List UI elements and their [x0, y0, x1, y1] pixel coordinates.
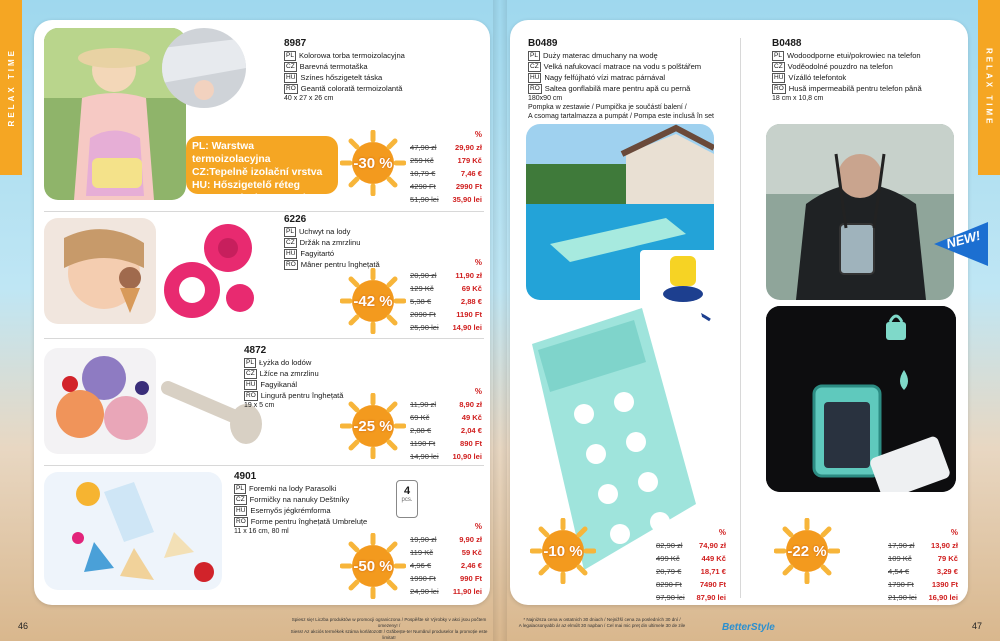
new-badge — [930, 218, 988, 275]
price-table: % 19,90 zł 9,90 zł 119 Kč 59 Kč 4,96 € 2,46 € 1990 Ft 990 Ft 24,90 lei 11,90 lei — [410, 522, 482, 596]
column-divider — [740, 38, 741, 598]
product-description: PL Kolorowa torba termoizolacyjna CZ Barevná termotaška HU Színes hőszigetelt táska RO Geantă colorată termoizolantă 40 x 27 x 26 cm — [284, 51, 405, 102]
product-code: 8987 — [284, 38, 307, 49]
product-code: B0488 — [772, 38, 802, 49]
product-photo-waterproof-case-diver — [766, 124, 954, 300]
product-photo-ice-cream-holder-child — [44, 218, 156, 324]
side-tab-right: RELAX TIME — [978, 0, 1000, 175]
product-photo-ice-cream-scoops — [44, 348, 156, 454]
price-table: % 17,90 zł 13,90 zł 109 Kč 79 Kč 4,54 € 3,29 € 1790 Ft 1390 Ft 21,90 lei 16,90 lei — [888, 528, 958, 602]
discount-sun-badge: -30 % — [340, 130, 406, 196]
product-description: PL Wodoodporne etui/pokrowiec na telefon CZ Voděodolné pouzdro na telefon HU Vízálló telefontok RO Husă impermeabilă pentru telefon până 18 cm x 10,8 cm — [772, 51, 922, 102]
row-divider — [44, 338, 484, 339]
legal-note-left: Spiesz się! Liczba produktów w promocji ograniczona / Pospěšte si! Výrobky v akci jsou počtem omezeny! / Siess! Az akciós termékek száma korlátozott! / Grăbește-te! Numărul produselor la promoție este limitat! — [290, 617, 488, 640]
price-table: % 47,90 zł 29,90 zł 259 Kč 179 Kč 10,79 € 7,46 € 4290 Ft 2990 Ft 51,90 lei 35,90 lei — [410, 130, 482, 204]
product-photo-popsicle-molds — [44, 472, 222, 590]
product-description: PL Duży materac dmuchany na wodę CZ Velká nafukovací matrace na vodu s polštářem HU Nagy felfújható vízi matrac párnával RO Saltea gonflabilă mare pentru apă cu pernă 180x90 cm Pompka w zestawie / Pumpička je součástí balení / A csomag tartalmazza a pumpát / Pompa este inclusă în set — [528, 51, 714, 120]
discount-sun-badge: -22 % — [774, 518, 840, 584]
row-divider — [44, 211, 484, 212]
product-description: PL Uchwyt na lody CZ Držák na zmrzlinu HU Fagyitartó RO Mâner pentru înghețată — [286, 227, 380, 269]
discount-sun-badge: -42 % — [340, 268, 406, 334]
brand-logo: BetterStyle — [722, 622, 775, 633]
row-divider — [44, 465, 484, 466]
legal-note-right: * Najniższa cena w ostatnich 30 dniach / Nejnižší cena za posledních 30 dní / A legalacsonyabb ár az elmúlt 30 napban / Cel mai mic preț din ultimele 30 de zile — [518, 617, 686, 628]
product-code: 4872 — [244, 345, 267, 356]
product-code: 6226 — [284, 214, 307, 225]
product-description: PL Foremki na lody Parasolki CZ Formičky na nanuky Deštníky HU Esernyős jégkrémforma RO Forme pentru înghețată Umbreluțe 11 x 16 cm, 80 ml — [234, 484, 368, 535]
product-code: B0489 — [528, 38, 558, 49]
discount-sun-badge: -25 % — [340, 393, 406, 459]
insulation-callout: PL: Warstwa termoizolacyjna CZ:Tepelně izolační vrstva HU: Hőszigetelő réteg RO: Strat izolator termic — [186, 136, 338, 194]
price-table: % 11,90 zł 8,90 zł 69 Kč 49 Kč 2,88 € 2,04 € 1190 Ft 890 Ft 14,90 lei 10,90 lei — [410, 387, 482, 461]
pieces-count-badge: 4 pcs. — [396, 480, 418, 518]
new-badge-label: NEW! — [944, 227, 983, 252]
side-tab-left: RELAX TIME — [0, 0, 22, 175]
price-table: % 20,90 zł 11,90 zł 129 Kč 69 Kč 5,38 € 2,88 € 2090 Ft 1190 Ft 25,90 lei 14,90 lei — [410, 258, 482, 332]
product-code: 4901 — [234, 471, 257, 482]
price-table: % 82,90 zł 74,90 zł 499 Kč 449 Kč 20,79 € 18,71 € 8290 Ft 7490 Ft 97,90 lei 87,90 lei — [656, 528, 726, 602]
page-gutter — [493, 0, 507, 641]
discount-sun-badge: -10 % — [530, 518, 596, 584]
product-photo-waterproof-case — [766, 306, 956, 492]
page-number-right: 47 — [971, 621, 982, 631]
product-description: PL Łyżka do lodów CZ Lžíce na zmrzlinu HU Fagyikanál RO Lingură pentru înghețată 19 x 5 cm — [244, 358, 344, 409]
page-number-left: 46 — [18, 621, 29, 631]
discount-sun-badge: -50 % — [340, 533, 406, 599]
product-detail-insulation — [162, 28, 246, 108]
product-photo-ice-cream-holder — [160, 220, 270, 324]
